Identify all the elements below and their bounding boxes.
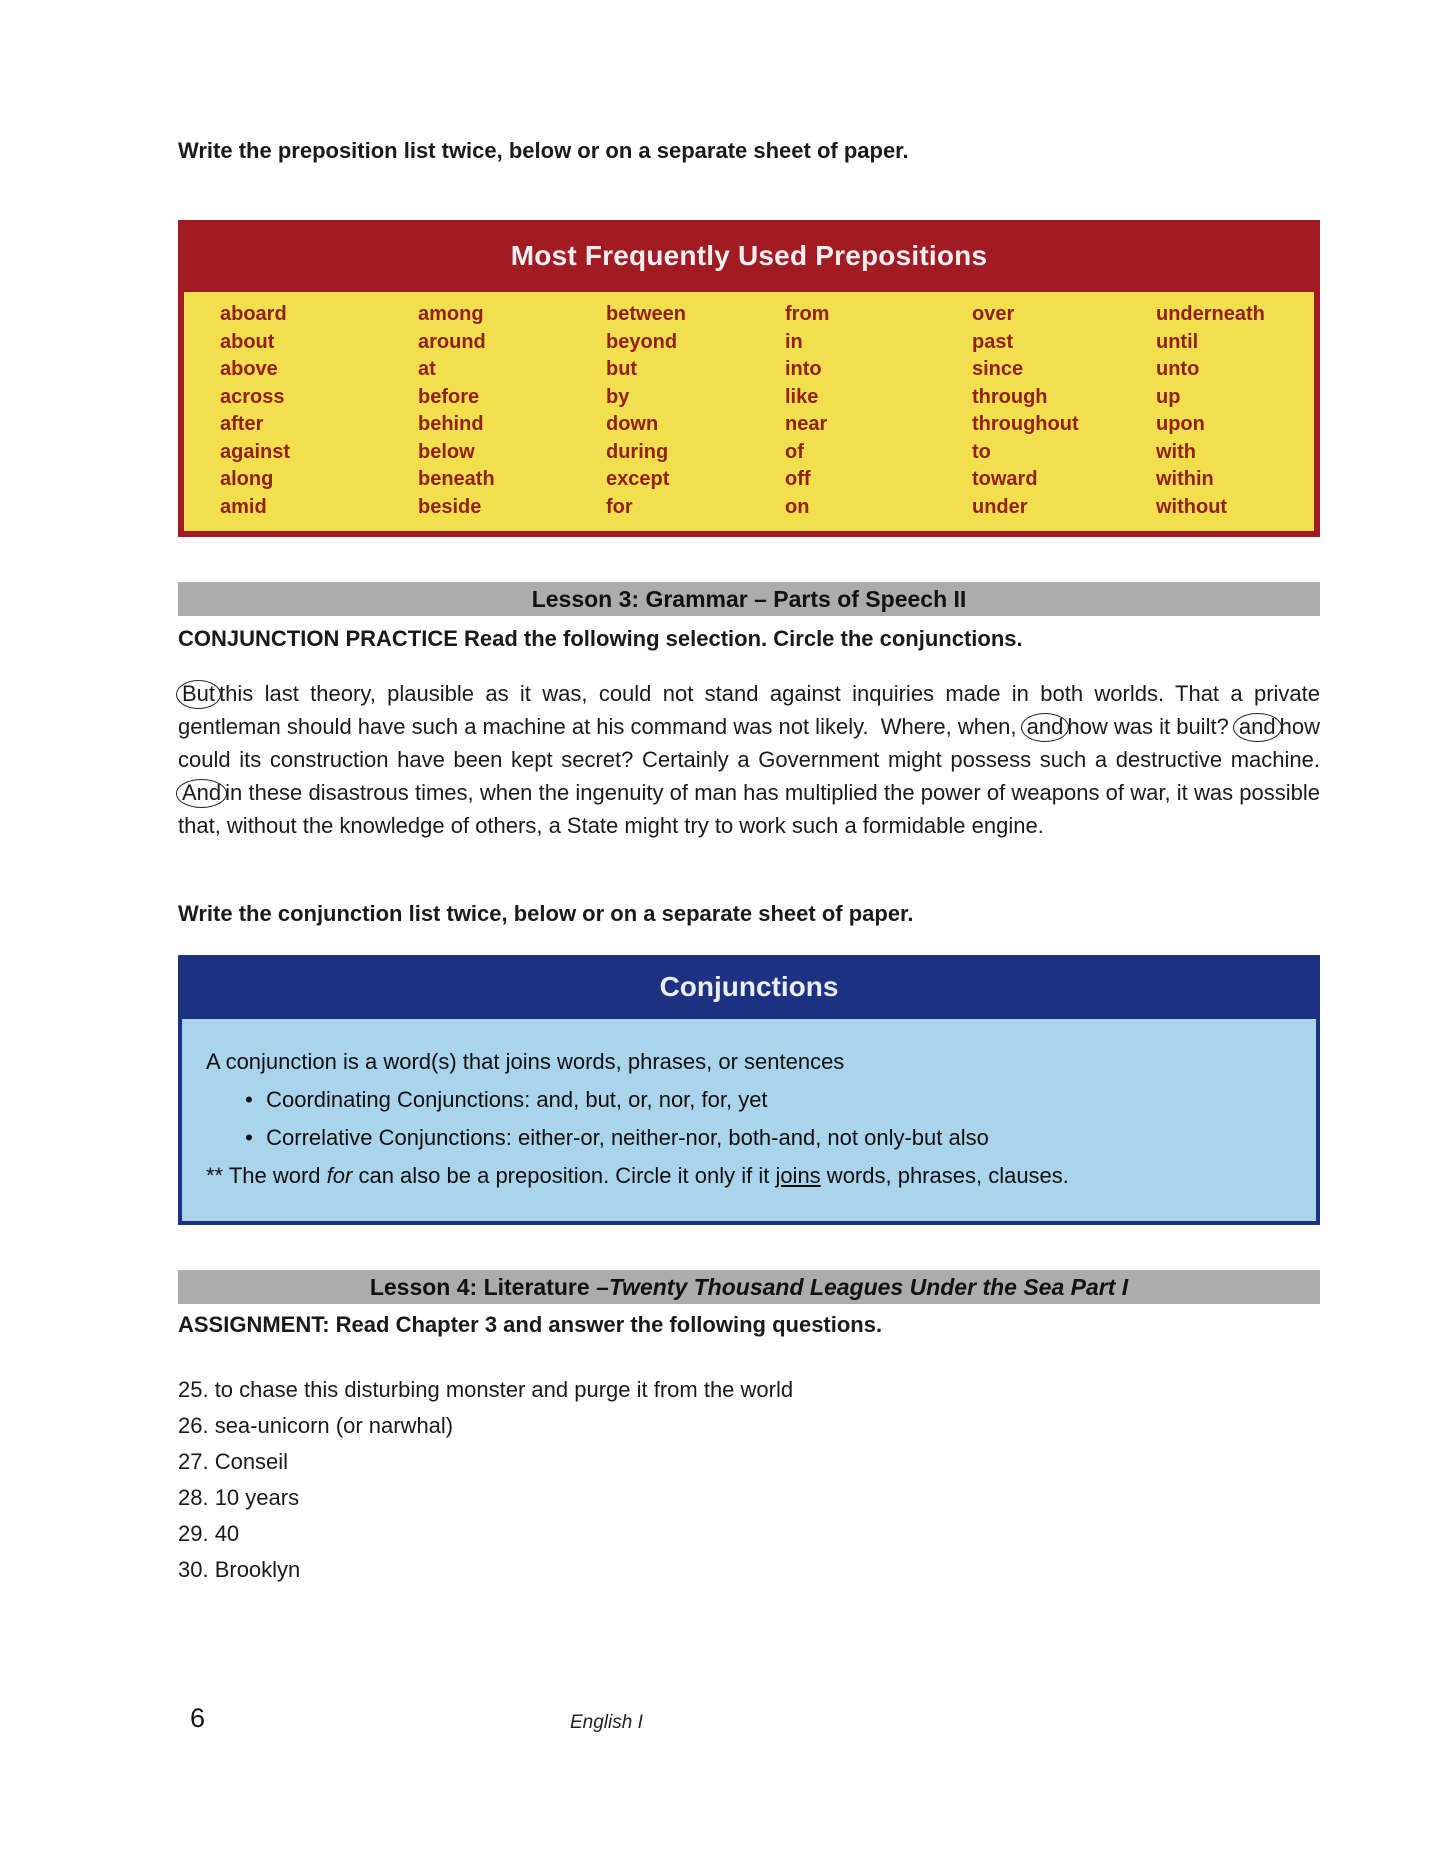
- answer-item: 29. 40: [178, 1521, 240, 1546]
- preposition-word: between: [606, 303, 687, 325]
- preposition-word: behind: [418, 413, 484, 435]
- preposition-column: [1156, 301, 1265, 521]
- preposition-column: [972, 301, 1156, 521]
- preposition-word: after: [220, 413, 264, 435]
- assignment-heading: ASSIGNMENT: Read Chapter 3 and answer the following questions.: [178, 1312, 883, 1337]
- lesson3-header-text: Lesson 3: Grammar – Parts of Speech II: [531, 585, 967, 612]
- lesson4-book-title: Twenty Thousand Leagues Under the Sea Part I: [608, 1273, 1129, 1300]
- preposition-word: during: [606, 440, 669, 463]
- preposition-word: below: [418, 440, 475, 463]
- circled-conjunction: and: [1233, 713, 1282, 742]
- conjunction-line-segment: ** The word: [206, 1163, 327, 1188]
- conjunction-line-segment: Correlative Conjunctions: either-or, neither-nor, both-and, not only-but also: [266, 1125, 989, 1150]
- conjunction-practice-passage: [178, 677, 1320, 842]
- answer-item: 30. Brooklyn: [178, 1557, 301, 1582]
- preposition-word: into: [785, 358, 822, 380]
- preposition-word: without: [1156, 495, 1228, 518]
- passage-text: how could its construction have been kept secret? Certainly a Government might possess such a destructive machine.: [178, 714, 1320, 772]
- conjunction-text-line: [206, 1043, 1296, 1081]
- conjunction-line-segment: words, phrases, clauses.: [820, 1163, 1069, 1188]
- passage-text: how was it built?: [1067, 714, 1235, 739]
- preposition-word: about: [220, 330, 275, 353]
- preposition-word: beneath: [418, 468, 495, 490]
- conjunctions-box: [178, 955, 1320, 1225]
- preposition-table-body: [184, 292, 1314, 531]
- preposition-word: at: [418, 358, 436, 380]
- preposition-word: underneath: [1156, 303, 1265, 325]
- passage-text: this last theory, plausible as it was, could not stand against inquiries made in both worlds. That a private gentleman should have such a machine at his command was not likely. Where, when,: [178, 681, 1320, 739]
- conjunction-line-segment: Coordinating Conjunctions: and, but, or, nor, for, yet: [266, 1087, 768, 1112]
- preposition-word: in: [785, 330, 803, 353]
- preposition-word: over: [972, 303, 1015, 325]
- answer-list: [178, 1372, 1320, 1588]
- preposition-word: since: [972, 358, 1024, 380]
- preposition-word: up: [1156, 385, 1181, 408]
- preposition-word: down: [606, 413, 659, 435]
- lesson4-header-prefix: Lesson 4: Literature –: [369, 1273, 609, 1300]
- preposition-word: past: [972, 330, 1014, 353]
- preposition-word: along: [220, 468, 274, 490]
- preposition-column: [220, 301, 418, 521]
- bullet-glyph: •: [245, 1125, 253, 1150]
- preposition-word: amid: [220, 495, 267, 518]
- circled-conjunction: And: [176, 779, 227, 808]
- preposition-column: [606, 301, 785, 521]
- conjunctions-box-title: Conjunctions: [659, 971, 839, 1002]
- preposition-word: upon: [1156, 413, 1205, 435]
- preposition-word: through: [972, 385, 1048, 408]
- preposition-word: beside: [418, 495, 482, 518]
- circled-conjunction: But: [176, 680, 221, 709]
- answer-item: 26. sea-unicorn (or narwhal): [178, 1413, 454, 1438]
- preposition-word: toward: [972, 468, 1038, 490]
- conjunction-line-segment: joins: [775, 1163, 821, 1188]
- preposition-word: beyond: [606, 330, 678, 353]
- preposition-word: like: [785, 385, 819, 408]
- preposition-word: but: [606, 358, 638, 380]
- preposition-word: above: [220, 358, 278, 380]
- preposition-word: aboard: [220, 303, 287, 325]
- preposition-word: across: [220, 385, 285, 408]
- conjunction-practice-heading: CONJUNCTION PRACTICE Read the following selection. Circle the conjunctions.: [178, 626, 1023, 651]
- preposition-word: near: [785, 413, 828, 435]
- answer-item: 27. Conseil: [178, 1449, 289, 1474]
- preposition-word: off: [785, 468, 811, 490]
- preposition-column: [785, 301, 972, 521]
- preposition-word: before: [418, 385, 480, 408]
- preposition-word: within: [1156, 468, 1214, 490]
- answer-item: 28. 10 years: [178, 1485, 300, 1510]
- preposition-word: against: [220, 440, 291, 463]
- preposition-table: [178, 220, 1320, 537]
- conjunction-write-instruction: Write the conjunction list twice, below or on a separate sheet of paper.: [178, 901, 914, 926]
- preposition-word: with: [1156, 440, 1196, 463]
- preposition-word: throughout: [972, 413, 1079, 435]
- preposition-word: for: [606, 495, 633, 518]
- preposition-word: on: [785, 495, 810, 518]
- conjunction-bullet-line: [206, 1081, 1296, 1119]
- preposition-word: until: [1156, 330, 1199, 353]
- bullet-glyph: •: [245, 1087, 253, 1112]
- preposition-word: around: [418, 330, 486, 353]
- conjunctions-box-body: [182, 1019, 1316, 1221]
- conjunction-line-segment: can also be a preposition. Circle it only if it: [352, 1163, 776, 1188]
- circled-conjunction: and: [1021, 713, 1070, 742]
- preposition-word: unto: [1156, 358, 1200, 380]
- preposition-table-title: Most Frequently Used Prepositions: [510, 240, 988, 271]
- conjunction-line-segment: A conjunction is a word(s) that joins words, phrases, or sentences: [206, 1049, 845, 1074]
- conjunction-line-segment: for: [326, 1163, 353, 1188]
- lesson3-header-bar: [178, 582, 1320, 616]
- page-number: 6: [190, 1703, 206, 1733]
- passage-text: in these disastrous times, when the ingenuity of man has multiplied the power of weapons of war, it was possible that, without the knowledge of others, a State might try to work such a formidable engine.: [178, 780, 1320, 838]
- preposition-word: under: [972, 495, 1028, 518]
- answer-item: 25. to chase this disturbing monster and purge it from the world: [178, 1377, 794, 1402]
- preposition-word: by: [606, 385, 630, 408]
- preposition-word: from: [785, 303, 830, 325]
- preposition-word: except: [606, 468, 670, 490]
- preposition-word: of: [785, 440, 804, 463]
- preposition-word: among: [418, 303, 484, 325]
- lesson4-header-bar: [178, 1270, 1320, 1304]
- preposition-word: to: [972, 440, 991, 463]
- preposition-write-instruction: Write the preposition list twice, below or on a separate sheet of paper.: [178, 138, 909, 163]
- conjunction-text-line: [206, 1157, 1296, 1195]
- footer-course-label: English I: [570, 1712, 643, 1733]
- preposition-column: [418, 301, 606, 521]
- conjunction-bullet-line: [206, 1119, 1296, 1157]
